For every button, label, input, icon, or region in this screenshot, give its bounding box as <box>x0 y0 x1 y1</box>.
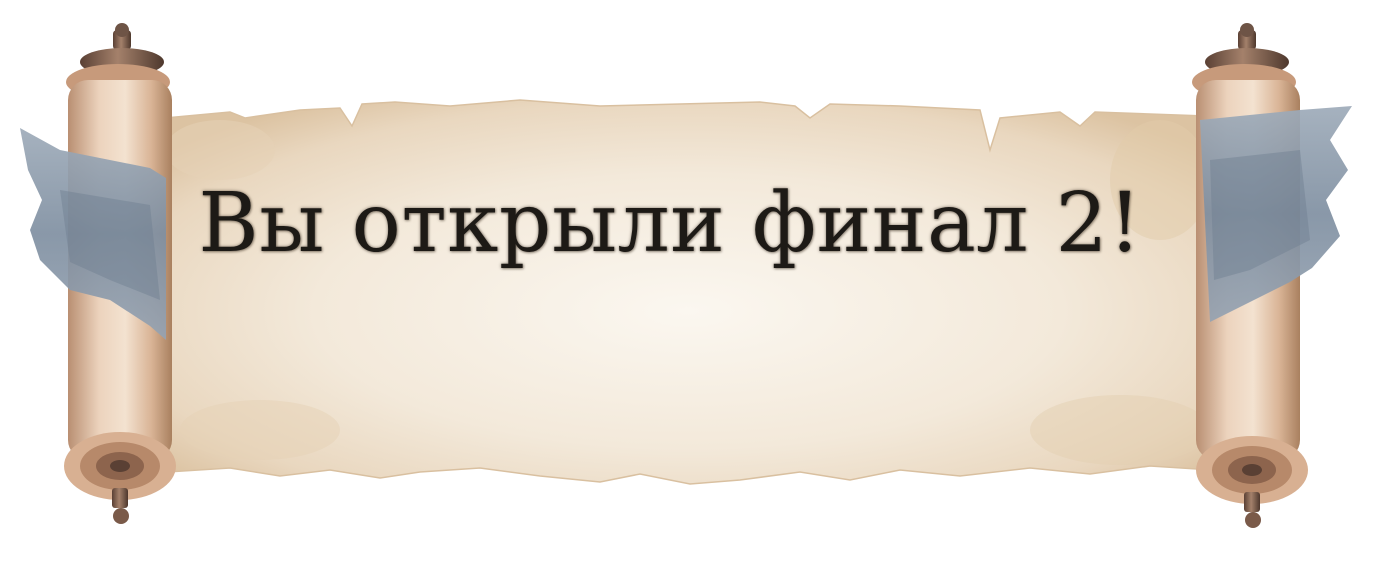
left-roller <box>20 23 176 524</box>
final-unlocked-message: Вы открыли финал 2! <box>198 175 1142 271</box>
right-roller <box>1192 23 1352 528</box>
